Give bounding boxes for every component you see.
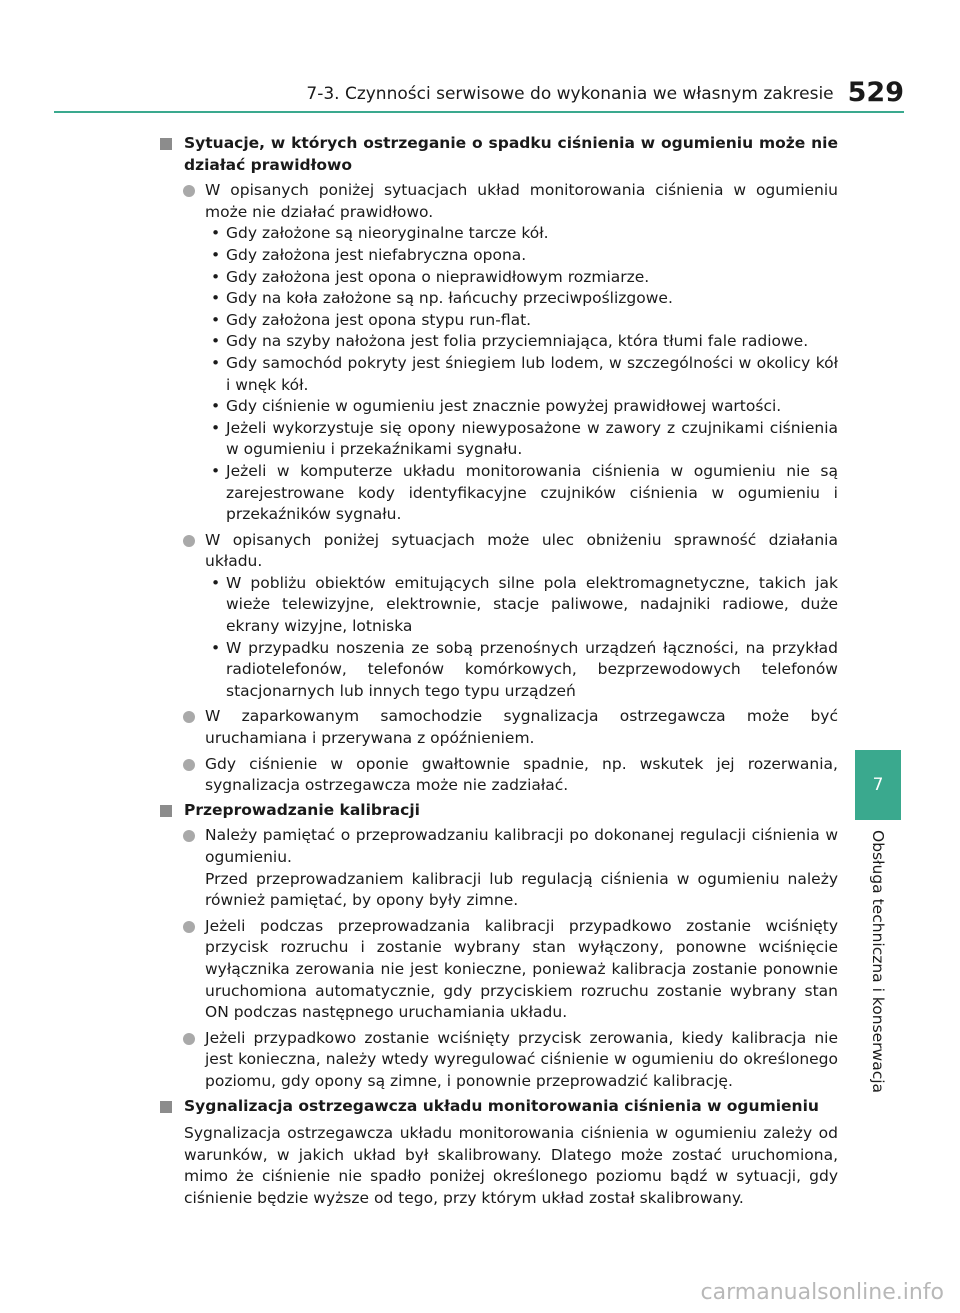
bullet-dot-icon	[183, 711, 195, 723]
bullet-dot-icon	[183, 185, 195, 197]
list-item: • Jeżeli w komputerze układu monitorowania ciśnienia w ogumieniu nie są zarejestrowane kody identyfikacyjne czujników ciśnienia w ogumieniu i przekaźników sygnału.	[160, 461, 838, 526]
list-item: • Gdy założona jest opona o nieprawidłowym rozmiarze.	[160, 267, 838, 289]
bullet-dot-icon	[183, 921, 195, 933]
bullet-text: W opisanych poniżej sytuacjach układ monitorowania ciśnienia w ogumieniu może nie działać prawidłowo.	[205, 181, 838, 221]
list-item: • W pobliżu obiektów emitujących silne pola elektromagnetyczne, takich jak wieże telewizyjne, elektrownie, stacje paliwowe, nadajniki radiowe, duże ekrany wizyjne, lotniska	[160, 573, 838, 638]
bullet-text: Jeżeli przypadkowo zostanie wciśnięty przycisk zerowania, kiedy kalibracja nie jest konieczna, należy wtedy wyregulować ciśnienie w ogumieniu do określonego poziomu, gdy opony są zimne, i ponownie przeprowadzić kalibrację.	[205, 1028, 838, 1090]
bullet-1-1	[160, 180, 838, 223]
bullet-dot-icon	[183, 830, 195, 842]
list-item: • Gdy założone są nieoryginalne tarcze kół.	[160, 223, 838, 245]
bullet-2-3	[160, 1028, 838, 1093]
chapter-tab	[855, 750, 901, 820]
section-heading-1: Sytuacje, w których ostrzeganie o spadku ciśnienia w ogumieniu może nie działać prawidłowo	[160, 133, 838, 176]
section-paragraph: Sygnalizacja ostrzegawcza układu monitorowania ciśnienia w ogumieniu zależy od warunków, w jakich układ był skalibrowany. Dlatego może zostać uruchomiona, mimo że ciśnienie nie spadło poniżej określonego poziomu bądź w sytuacji, gdy ciśnienie będzie wyższe od tego, przy którym układ został skalibrowany.	[184, 1124, 838, 1207]
list-item: • W przypadku noszenia ze sobą przenośnych urządzeń łączności, na przykład radiotelefonów, telefonów komórkowych, bezprzewodowych telefonów stacjonarnych lub innych tego typu urządzeń	[160, 638, 838, 703]
page-content	[160, 130, 838, 1210]
bullet-text: Jeżeli podczas przeprowadzania kalibracji przypadkowo zostanie wciśnięty przycisk rozruchu i zostanie wybrany stan wyłączony, ponowne wciśnięcie wyłącznika zerowania nie jest konieczne, ponieważ kalibracja zostanie ponownie uruchomiona automatycznie, gdy przyciskiem rozruchu zostanie wybrany stan ON podczas następnego uruchamiania układu.	[205, 916, 838, 1022]
bullet-1-2	[160, 530, 838, 573]
list-item: • Gdy ciśnienie w ogumieniu jest znacznie powyżej prawidłowej wartości.	[160, 396, 838, 418]
bullet-2-2	[160, 916, 838, 1024]
bullet-2-1	[160, 825, 838, 911]
chapter-title: Obsługa techniczna i konserwacja	[869, 830, 887, 1094]
header-title: 7-3. Czynności serwisowe do wykonania we własnym zakresie	[306, 84, 834, 104]
page-number: 529	[847, 77, 904, 108]
bullet-dot-icon	[183, 1033, 195, 1045]
list-item: • Gdy założona jest niefabryczna opona.	[160, 245, 838, 267]
bullet-dot-icon	[183, 759, 195, 771]
list-item: • Gdy na koła założone są np. łańcuchy przeciwpoślizgowe.	[160, 288, 838, 310]
list-item: • Gdy na szyby nałożona jest folia przyciemniająca, która tłumi fale radiowe.	[160, 331, 838, 353]
page-header	[54, 74, 904, 108]
bullet-1-3	[160, 706, 838, 749]
bullet-text: W zaparkowanym samochodzie sygnalizacja ostrzegawcza może być uruchamiana i przerywana z opóźnieniem.	[205, 707, 838, 748]
bullet-text: W opisanych poniżej sytuacjach może ulec obniżeniu sprawność działania układu.	[205, 530, 838, 571]
list-item: • Gdy samochód pokryty jest śniegiem lub lodem, w szczególności w okolicy kół i wnęk kół.	[160, 353, 838, 396]
section-heading-3: Sygnalizacja ostrzegawcza układu monitorowania ciśnienia w ogumieniu	[160, 1096, 838, 1118]
bullet-1-4	[160, 754, 838, 797]
watermark: carmanualsonline.info	[700, 1280, 944, 1305]
list-item: • Gdy założona jest opona stypu run-flat.	[160, 310, 838, 332]
bullet-dot-icon	[183, 535, 195, 547]
bullet-text: Gdy ciśnienie w oponie gwałtownie spadnie, np. wskutek jej rozerwania, sygnalizacja ostrzegawcza może nie zadziałać.	[205, 754, 838, 795]
header-divider	[54, 111, 904, 113]
chapter-number: 7	[872, 775, 884, 795]
bullet-text: Należy pamiętać o przeprowadzaniu kalibracji po dokonanej regulacji ciśnienia w ogumieniu.	[205, 826, 838, 866]
chapter-label	[855, 830, 901, 1130]
section-heading-2: Przeprowadzanie kalibracji	[160, 800, 838, 822]
list-item: • Jeżeli wykorzystuje się opony niewyposażone w zawory z czujnikami ciśnienia w ogumieniu i przekaźnikami sygnału.	[160, 418, 838, 461]
bullet-text-continued: Przed przeprowadzaniem kalibracji lub regulacją ciśnienia w ogumieniu należy również pamiętać, by opony były zimne.	[205, 869, 838, 910]
